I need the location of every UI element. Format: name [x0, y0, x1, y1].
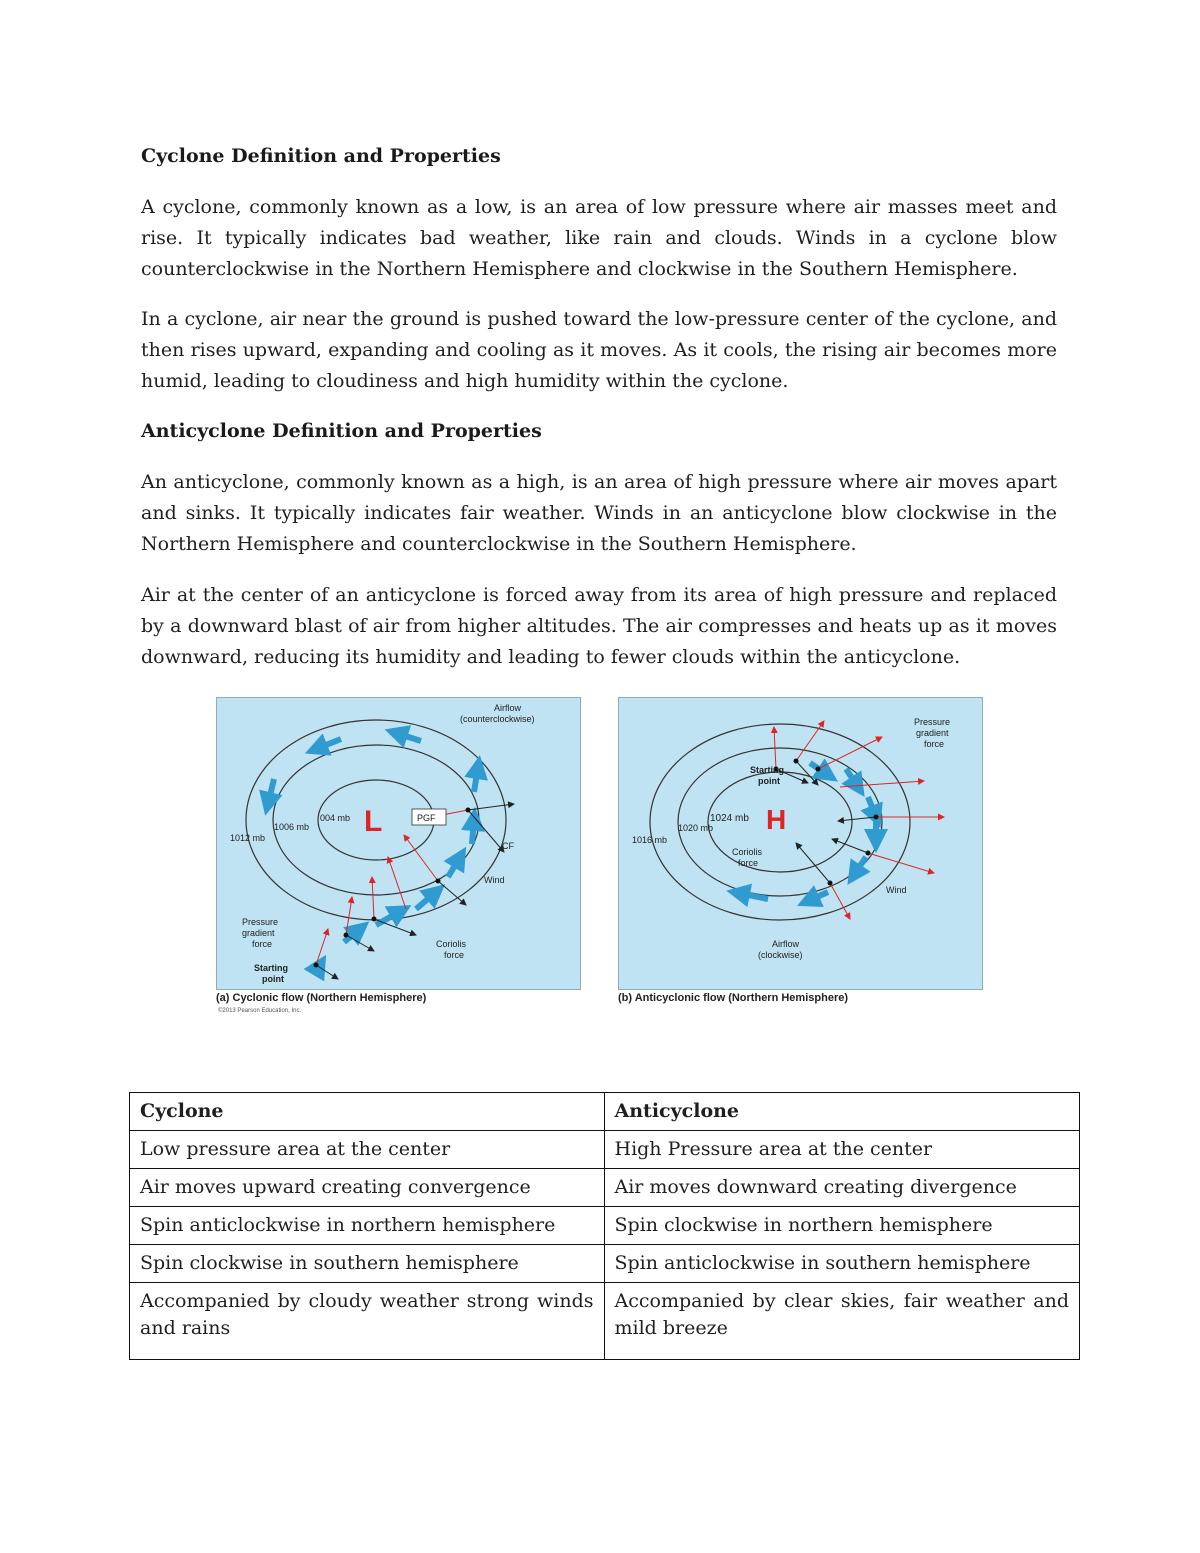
- table-header-cyclone: Cyclone: [130, 1093, 605, 1131]
- table-cell: Spin clockwise in southern hemisphere: [130, 1245, 605, 1283]
- copyright-note: ©2013 Pearson Education, Inc.: [218, 1008, 302, 1014]
- table-row: [130, 1169, 1080, 1207]
- table-cell: Spin anticlockwise in northern hemisphere: [130, 1207, 605, 1245]
- airflow-label: Airflow: [772, 939, 800, 949]
- anticyclonic-flow-caption: (b) Anticyclonic flow (Northern Hemisphere): [618, 992, 849, 1004]
- isobar-middle-label: 1006 mb: [274, 822, 310, 832]
- isobar-middle-label: 1020 mb: [678, 823, 714, 833]
- table-cell: Spin anticlockwise in southern hemisphere: [604, 1245, 1080, 1283]
- pgf-label: PGF: [417, 813, 436, 823]
- low-pressure-letter: L: [364, 805, 383, 838]
- table-cell: Air moves downward creating divergence: [604, 1169, 1080, 1207]
- anticyclonic-flow-diagram: [618, 697, 984, 992]
- starting-point-label-2: point: [262, 974, 284, 984]
- isobar-outer-label: 1016 mb: [632, 835, 668, 845]
- table-cell: Accompanied by cloudy weather strong winds and rains: [130, 1283, 605, 1360]
- table-cell: Low pressure area at the center: [130, 1131, 605, 1169]
- airflow-sub-label: (counterclockwise): [460, 714, 535, 724]
- starting-point-label-1: Starting: [750, 765, 785, 775]
- table-row: [130, 1207, 1080, 1245]
- table-row: [130, 1245, 1080, 1283]
- cyclone-heading: Cyclone Definition and Properties: [141, 145, 501, 167]
- wind-label: Wind: [886, 885, 907, 895]
- isobar-outer-label: 1012 mb: [230, 833, 266, 843]
- coriolis-label-2: force: [738, 858, 759, 868]
- anticyclonic-flow-figure: [618, 697, 984, 1017]
- table-row: [130, 1131, 1080, 1169]
- coriolis-label-1: Coriolis: [436, 939, 467, 949]
- wind-label: Wind: [484, 875, 505, 885]
- pressure-label-2: gradient: [242, 928, 275, 938]
- table-header-anticyclone: Anticyclone: [604, 1093, 1080, 1131]
- cyclone-paragraph-2: In a cyclone, air near the ground is pushed toward the low-pressure center of the cyclone, and then rises upward, expanding and cooling as it moves. As it cools, the rising air becomes more humid, leading to cloudiness and high humidity within the cyclone.: [141, 308, 1057, 392]
- table-cell: Spin clockwise in northern hemisphere: [604, 1207, 1080, 1245]
- cyclonic-flow-figure: [216, 697, 582, 1017]
- cyclonic-flow-caption: (a) Cyclonic flow (Northern Hemisphere): [216, 992, 427, 1004]
- pressure-label-3: force: [252, 939, 273, 949]
- coriolis-label-1: Coriolis: [732, 847, 763, 857]
- high-pressure-letter: H: [766, 804, 787, 835]
- comparison-table: [129, 1092, 1080, 1360]
- isobar-inner-label: 004 mb: [320, 813, 351, 823]
- pressure-label-3: force: [924, 739, 945, 749]
- cf-label: CF: [502, 841, 514, 851]
- table-row: [130, 1283, 1080, 1360]
- pressure-label-1: Pressure: [242, 917, 279, 927]
- table-header-row: [130, 1093, 1080, 1131]
- starting-point-label-1: Starting: [254, 963, 289, 973]
- table-cell: Accompanied by clear skies, fair weather and mild breeze: [604, 1283, 1080, 1360]
- pressure-label-1: Pressure: [914, 717, 951, 727]
- anticyclone-heading: Anticyclone Definition and Properties: [141, 420, 542, 442]
- cyclonic-flow-diagram: [216, 697, 582, 992]
- anticyclone-paragraph-1: An anticyclone, commonly known as a high, is an area of high pressure where air moves apart and sinks. It typically indicates fair weather. Winds in an anticyclone blow clockwise in the Northern Hemisphere and counterclockwise in the Southern Hemisphere.: [141, 471, 1057, 555]
- table-cell: Air moves upward creating convergence: [130, 1169, 605, 1207]
- anticyclone-paragraph-2: Air at the center of an anticyclone is forced away from its area of high pressure and replaced by a downward blast of air from higher altitudes. The air compresses and heats up as it moves downward, reducing its humidity and leading to fewer clouds within the anticyclone.: [141, 584, 1057, 668]
- isobar-inner-label: 1024 mb: [710, 813, 749, 824]
- airflow-sub-label: (clockwise): [758, 950, 803, 960]
- table-cell: High Pressure area at the center: [604, 1131, 1080, 1169]
- cyclone-paragraph-1: A cyclone, commonly known as a low, is an area of low pressure where air masses meet and rise. It typically indicates bad weather, like rain and clouds. Winds in a cyclone blow counterclockwise in the Northern Hemisphere and clockwise in the Southern Hemisphere.: [141, 196, 1057, 280]
- pressure-label-2: gradient: [916, 728, 949, 738]
- coriolis-label-2: force: [444, 950, 465, 960]
- airflow-label: Airflow: [494, 703, 522, 713]
- starting-point-label-2: point: [758, 776, 780, 786]
